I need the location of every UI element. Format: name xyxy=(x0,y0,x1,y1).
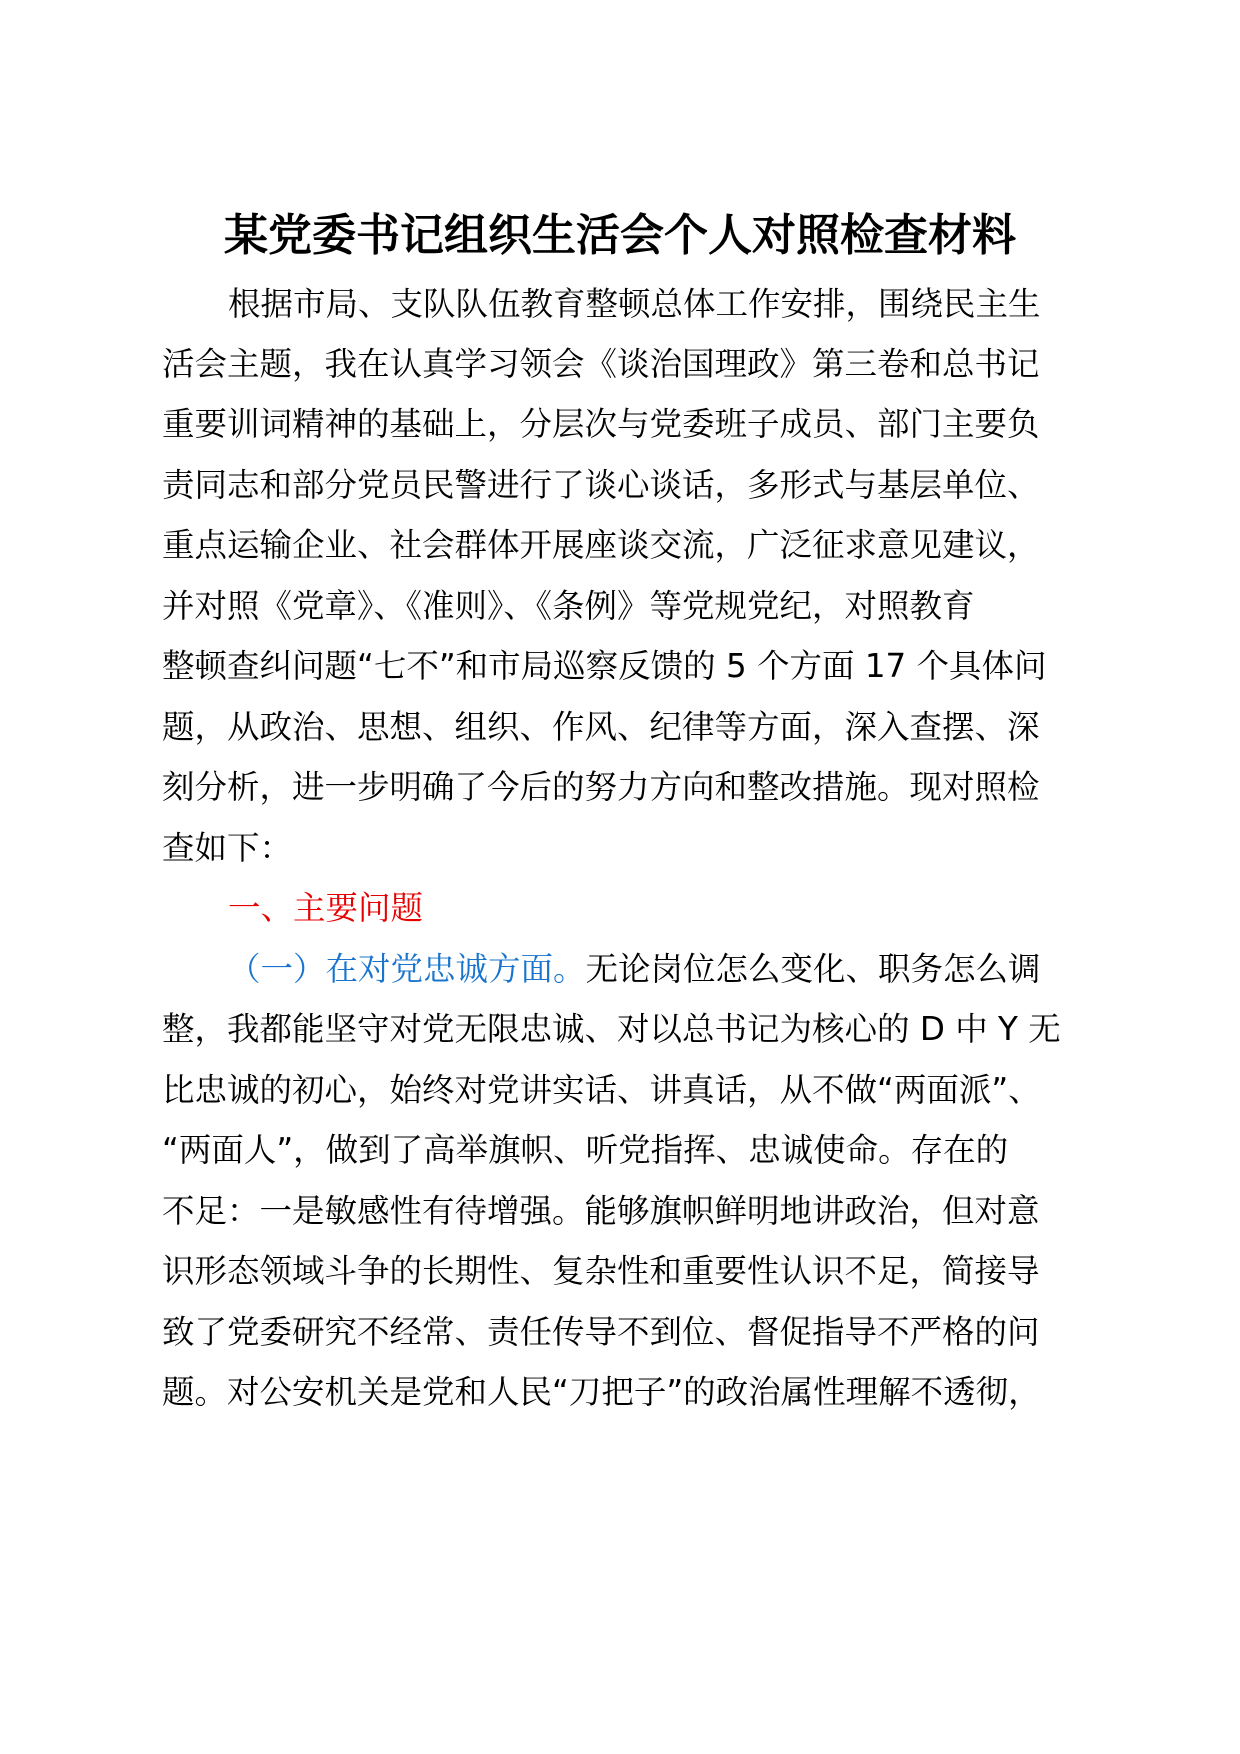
body-line: 整，我都能坚守对党无限忠诚、对以总书记为核心的 D 中 Y 无 xyxy=(162,1010,1061,1048)
subsection-text: 无论岗位怎么变化、职务怎么调 xyxy=(585,950,1041,988)
body-line: 识形态领域斗争的长期性、复杂性和重要性认识不足，简接导 xyxy=(162,1252,1040,1290)
intro-line: 根据市局、支队队伍教育整顿总体工作安排，围绕民主生 xyxy=(228,285,1041,323)
intro-line: 重点运输企业、社会群体开展座谈交流，广泛征求意见建议， xyxy=(162,526,1040,564)
body-line: “两面人”，做到了高举旗帜、听党指挥、忠诚使命。存在的 xyxy=(162,1131,1009,1169)
subsection-label: （一）在对党忠诚方面。 xyxy=(228,950,586,988)
subsection-first-line xyxy=(228,947,1188,991)
intro-line: 重要训词精神的基础上，分层次与党委班子成员、部门主要负 xyxy=(162,405,1040,443)
intro-line: 题，从政治、思想、组织、作风、纪律等方面，深入查摆、深 xyxy=(162,708,1040,746)
body-line: 比忠诚的初心，始终对党讲实话、讲真话，从不做“两面派”、 xyxy=(162,1071,1041,1109)
intro-line: 整顿查纠问题“七不”和市局巡察反馈的 5 个方面 17 个具体问 xyxy=(162,647,1047,685)
body-line: 不足：一是敏感性有待增强。能够旗帜鲜明地讲政治，但对意 xyxy=(162,1192,1040,1230)
intro-line: 刻分析，进一步明确了今后的努力方向和整改措施。现对照检 xyxy=(162,768,1040,806)
intro-line: 责同志和部分党员民警进行了谈心谈话，多形式与基层单位、 xyxy=(162,466,1040,504)
intro-line: 活会主题，我在认真学习领会《谈治国理政》第三卷和总书记 xyxy=(162,345,1040,383)
intro-line: 并对照《党章》、《准则》、《条例》等党规党纪，对照教育 xyxy=(162,587,975,625)
body-line: 题。对公安机关是党和人民“刀把子”的政治属性理解不透彻， xyxy=(162,1373,1041,1411)
body-line: 致了党委研究不经常、责任传导不到位、督促指导不严格的问 xyxy=(162,1313,1040,1351)
document-title: 某党委书记组织生活会个人对照检查材料 xyxy=(224,210,1016,261)
section-heading: 一、主要问题 xyxy=(228,889,424,927)
intro-line: 查如下： xyxy=(162,829,293,867)
